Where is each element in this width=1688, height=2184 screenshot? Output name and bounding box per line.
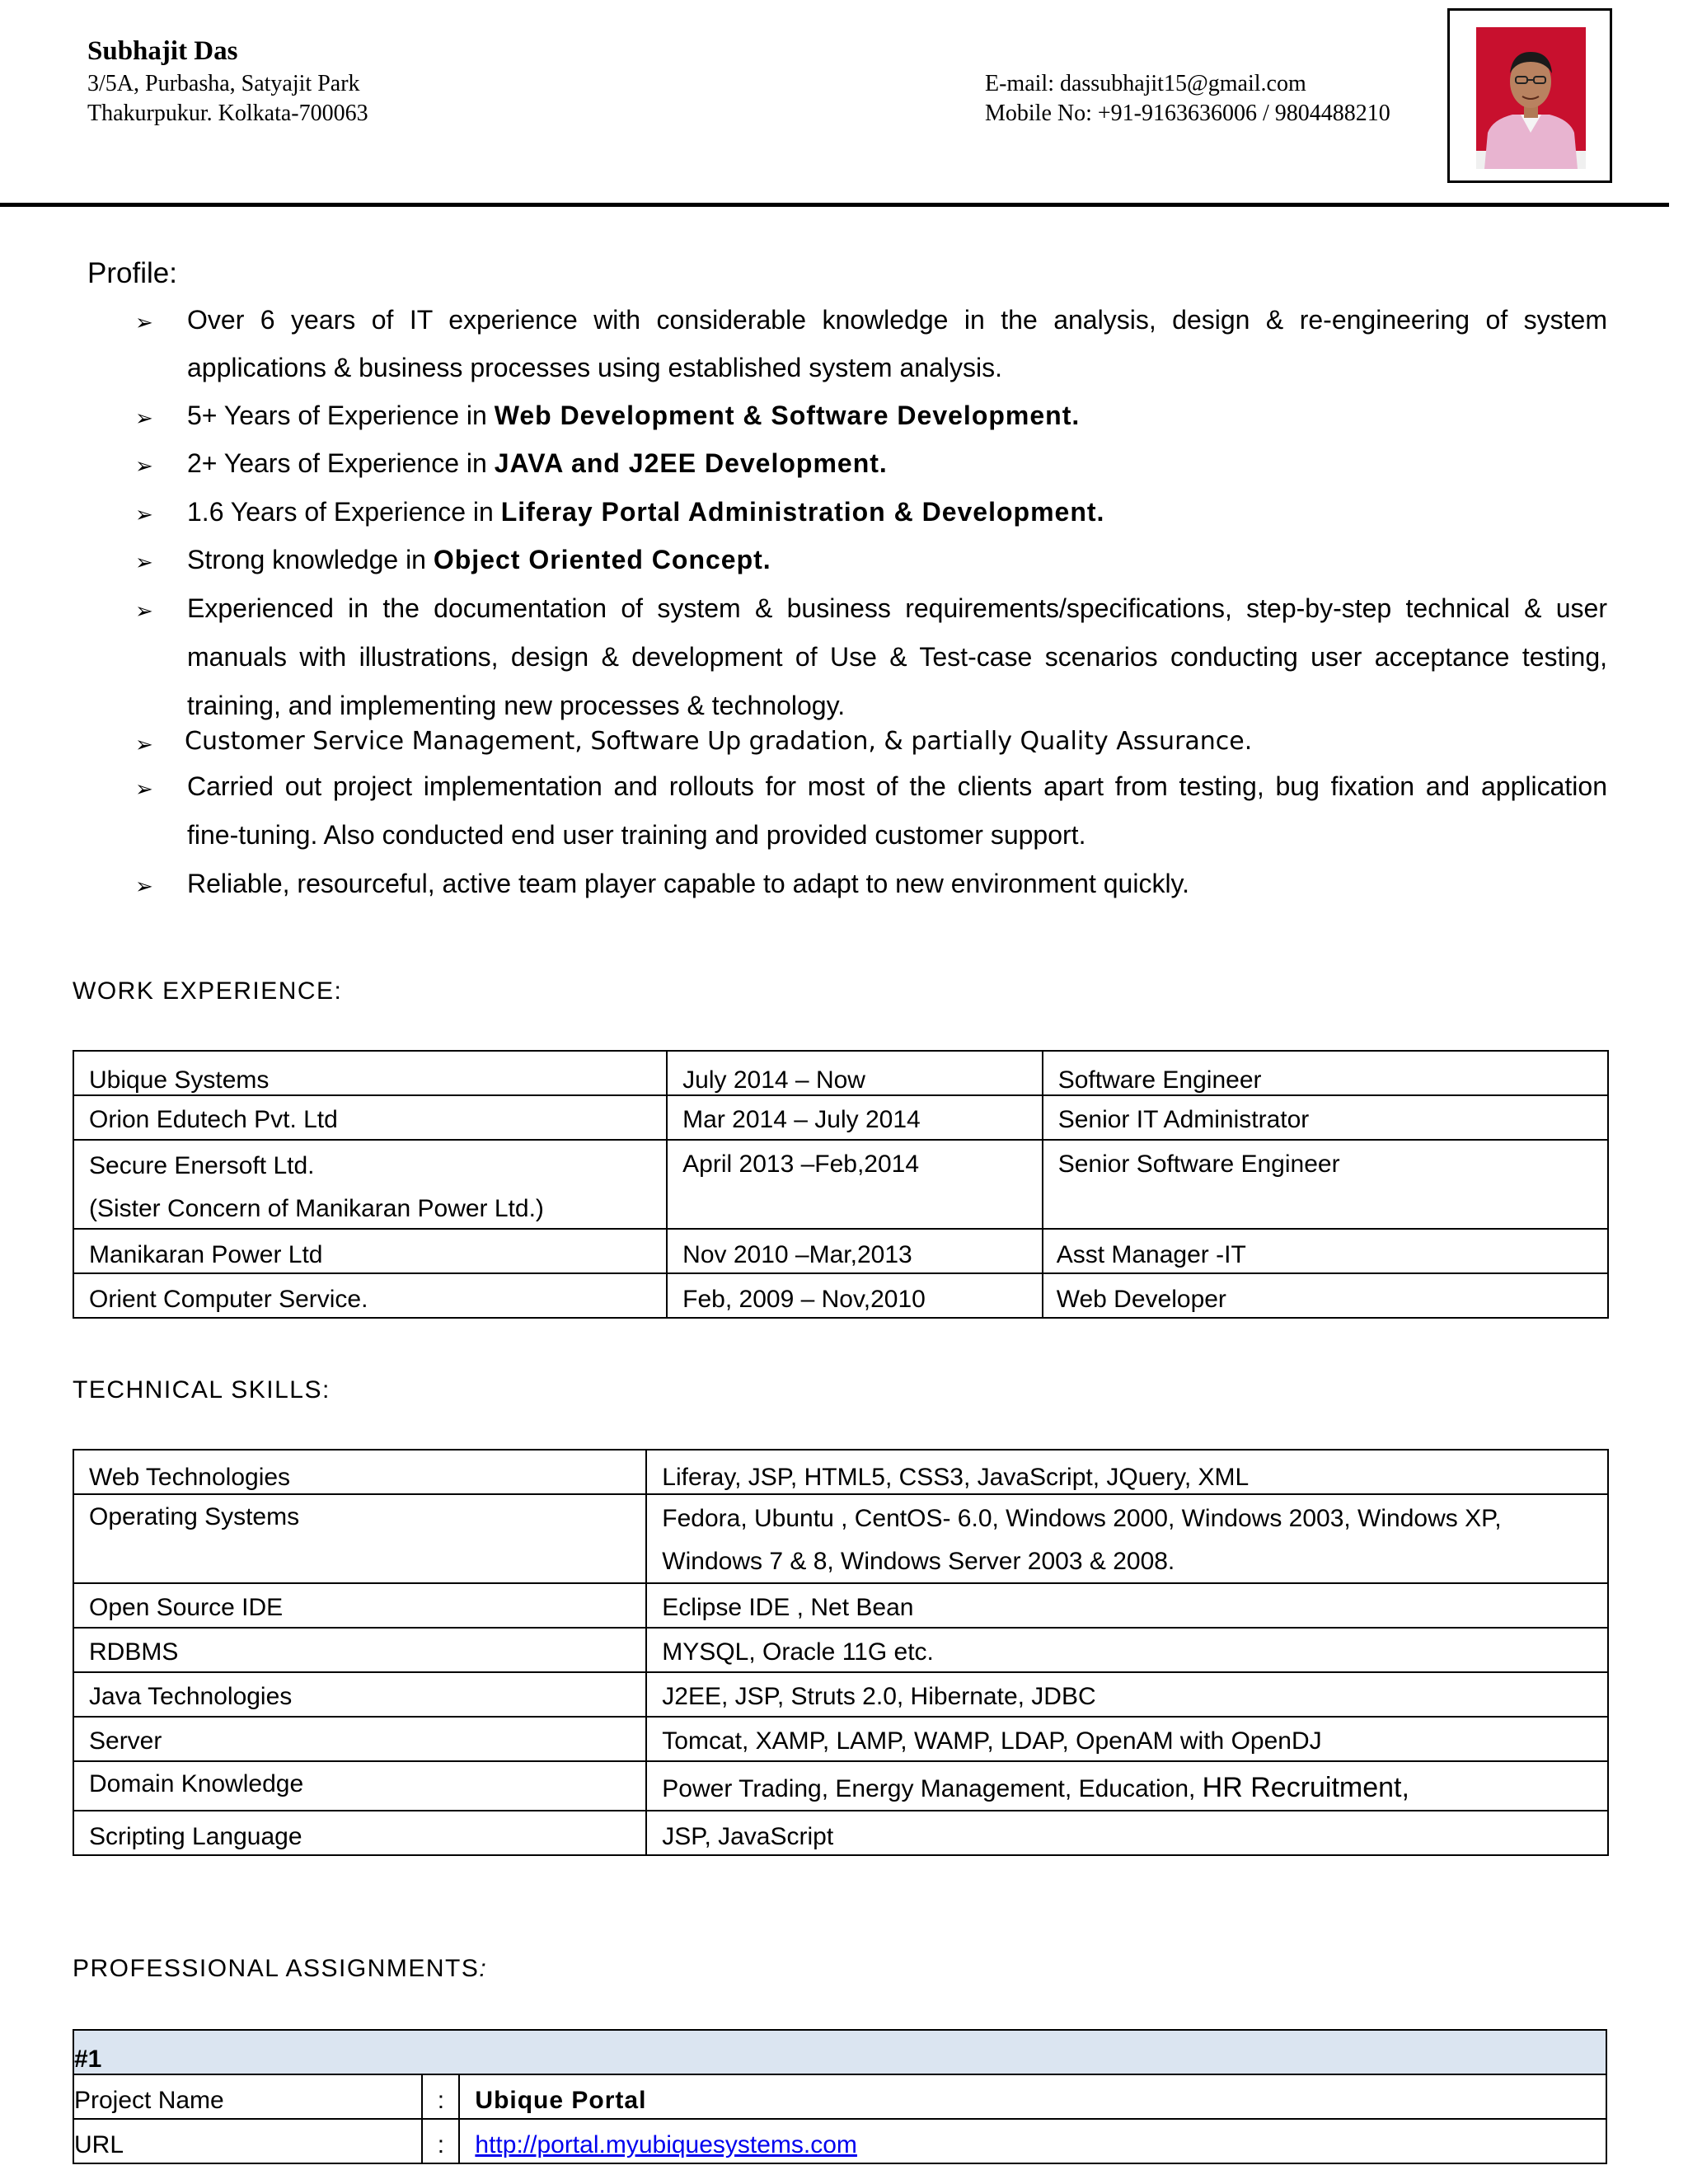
work-period: Mar 2014 – July 2014 <box>667 1095 1043 1140</box>
candidate-name: Subhajit Das <box>87 36 238 66</box>
skill-value: JSP, JavaScript <box>646 1811 1608 1855</box>
work-company: Ubique Systems <box>73 1051 667 1095</box>
assignment-number: #1 <box>73 2030 1606 2074</box>
table-row <box>73 1811 1608 1855</box>
profile-bullet-2 <box>187 401 1607 431</box>
skill-value: Eclipse IDE , Net Bean <box>646 1583 1608 1628</box>
table-row <box>73 1140 1608 1229</box>
address-line-1: 3/5A, Purbasha, Satyajit Park <box>87 71 360 96</box>
skill-label: Open Source IDE <box>73 1583 646 1628</box>
skill-value-continued: Windows 7 & 8, Windows Server 2003 & 2008. <box>662 1548 1175 1575</box>
profile-heading: Profile: <box>87 257 177 289</box>
skill-value: Liferay, JSP, HTML5, CSS3, JavaScript, JQuery, XML <box>646 1450 1608 1494</box>
separator-colon: : <box>422 2074 459 2119</box>
profile-bullet-8-line-1: Carried out project implementation and rollouts for most of the clients apart from testing, bug fixation and application <box>187 771 1607 801</box>
skill-value: Tomcat, XAMP, LAMP, WAMP, LDAP, OpenAM with OpenDJ <box>646 1717 1608 1761</box>
work-role: Web Developer <box>1043 1273 1608 1318</box>
work-period: Feb, 2009 – Nov,2010 <box>667 1273 1043 1318</box>
bullet-icon: ➢ <box>135 453 153 478</box>
profile-bullet-5-prefix: Strong knowledge in <box>187 545 434 574</box>
profile-bullet-3 <box>187 448 1607 479</box>
work-period: July 2014 – Now <box>667 1051 1043 1095</box>
work-experience-table <box>73 1050 1609 1319</box>
technical-skills-heading: TECHNICAL SKILLS: <box>73 1376 331 1404</box>
table-row <box>73 1761 1608 1811</box>
profile-bullet-3-prefix: 2+ Years of Experience in <box>187 448 495 478</box>
profile-bullet-8-line-2: fine-tuning. Also conducted end user training and provided customer support. <box>187 820 1086 850</box>
profile-photo <box>1476 27 1586 169</box>
profile-bullet-5 <box>187 545 1607 575</box>
skill-label: Java Technologies <box>73 1672 646 1717</box>
table-row <box>73 2119 1606 2163</box>
table-row <box>73 1229 1608 1273</box>
table-row <box>73 1583 1608 1628</box>
work-role: Asst Manager -IT <box>1043 1229 1608 1273</box>
table-row <box>73 1494 1608 1583</box>
work-company: Orion Edutech Pvt. Ltd <box>73 1095 667 1140</box>
profile-bullet-5-bold: Object Oriented Concept. <box>433 545 771 574</box>
bullet-icon: ➢ <box>135 310 153 335</box>
skill-value-large: HR Recruitment, <box>1202 1772 1409 1803</box>
profile-bullet-3-bold: JAVA and J2EE Development. <box>494 448 888 478</box>
work-company-cell <box>73 1140 667 1229</box>
work-role: Senior Software Engineer <box>1043 1140 1608 1229</box>
assignment-table <box>73 2029 1607 2164</box>
bullet-icon: ➢ <box>135 550 153 574</box>
skill-value: J2EE, JSP, Struts 2.0, Hibernate, JDBC <box>646 1672 1608 1717</box>
table-row <box>73 1628 1608 1672</box>
profile-bullet-9: Reliable, resourceful, active team player capable to adapt to new environment quickly. <box>187 869 1190 898</box>
skill-value: Power Trading, Energy Management, Education, <box>662 1775 1203 1802</box>
work-company: Manikaran Power Ltd <box>73 1229 667 1273</box>
table-row <box>73 1717 1608 1761</box>
project-name-label: Project Name <box>73 2074 422 2119</box>
bullet-icon: ➢ <box>135 502 153 527</box>
person-photo-image <box>1476 27 1586 169</box>
url-label: URL <box>73 2119 422 2163</box>
mobile-text: Mobile No: +91-9163636006 / 9804488210 <box>985 101 1390 126</box>
project-name-value: Ubique Portal <box>459 2074 1606 2119</box>
professional-assignments-heading <box>73 1955 487 1983</box>
table-row <box>73 1450 1608 1494</box>
professional-assignments-title: PROFESSIONAL ASSIGNMENTS <box>73 1955 480 1982</box>
address-line-2: Thakurpukur. Kolkata-700063 <box>87 101 368 126</box>
skill-label: RDBMS <box>73 1628 646 1672</box>
work-role: Senior IT Administrator <box>1043 1095 1608 1140</box>
bullet-icon: ➢ <box>135 405 153 430</box>
profile-bullet-1-line-1: Over 6 years of IT experience with considerable knowledge in the analysis, design & re-engineering of system <box>187 305 1607 335</box>
table-row <box>73 2074 1606 2119</box>
header-divider <box>0 203 1669 207</box>
bullet-icon: ➢ <box>135 874 153 898</box>
profile-bullet-6-line-1: Experienced in the documentation of system & business requirements/specifications, step-by-step technical & user <box>187 593 1607 623</box>
skill-label: Operating Systems <box>73 1494 646 1583</box>
skill-label: Domain Knowledge <box>73 1761 646 1811</box>
work-company: Orient Computer Service. <box>73 1273 667 1318</box>
profile-bullet-4-prefix: 1.6 Years of Experience in <box>187 497 501 527</box>
bullet-icon: ➢ <box>135 732 153 757</box>
skill-value-cell <box>646 1494 1608 1583</box>
work-period: April 2013 –Feb,2014 <box>667 1140 1043 1229</box>
assignment-header-row <box>73 2030 1606 2074</box>
work-role: Software Engineer <box>1043 1051 1608 1095</box>
project-url-link[interactable]: http://portal.myubiquesystems.com <box>475 2131 857 2158</box>
technical-skills-table <box>73 1449 1609 1856</box>
separator-colon: : <box>422 2119 459 2163</box>
skill-label: Scripting Language <box>73 1811 646 1855</box>
skill-value-cell <box>646 1761 1608 1811</box>
work-period: Nov 2010 –Mar,2013 <box>667 1229 1043 1273</box>
profile-bullet-6-line-3: training, and implementing new processes & technology. <box>187 691 846 720</box>
table-row <box>73 1095 1608 1140</box>
email-text: E-mail: dassubhajit15@gmail.com <box>985 71 1306 96</box>
profile-bullet-6-line-2: manuals with illustrations, design & development of Use & Test-case scenarios conducting user acceptance testing, <box>187 642 1607 672</box>
profile-bullet-4-bold: Liferay Portal Administration & Development. <box>500 497 1105 527</box>
profile-bullet-2-bold: Web Development & Software Development. <box>494 401 1081 430</box>
table-row <box>73 1051 1608 1095</box>
work-company-note: (Sister Concern of Manikaran Power Ltd.) <box>89 1195 544 1222</box>
skill-label: Web Technologies <box>73 1450 646 1494</box>
profile-bullet-1-line-2: applications & business processes using established system analysis. <box>187 353 1002 382</box>
work-company: Secure Enersoft Ltd. <box>89 1152 315 1179</box>
work-experience-heading: WORK EXPERIENCE: <box>73 977 343 1005</box>
skill-value: MYSQL, Oracle 11G etc. <box>646 1628 1608 1672</box>
profile-bullet-2-prefix: 5+ Years of Experience in <box>187 401 495 430</box>
table-row <box>73 1273 1608 1318</box>
heading-colon: : <box>479 1955 488 1982</box>
profile-photo-frame <box>1447 8 1612 183</box>
skill-label: Server <box>73 1717 646 1761</box>
profile-bullet-7: Customer Service Management, Software Up gradation, & partially Quality Assurance. <box>185 727 1253 756</box>
profile-bullet-4 <box>187 497 1607 527</box>
table-row <box>73 1672 1608 1717</box>
bullet-icon: ➢ <box>135 598 153 623</box>
skill-value: Fedora, Ubuntu , CentOS- 6.0, Windows 2000, Windows 2003, Windows XP, <box>662 1505 1502 1532</box>
bullet-icon: ➢ <box>135 776 153 801</box>
